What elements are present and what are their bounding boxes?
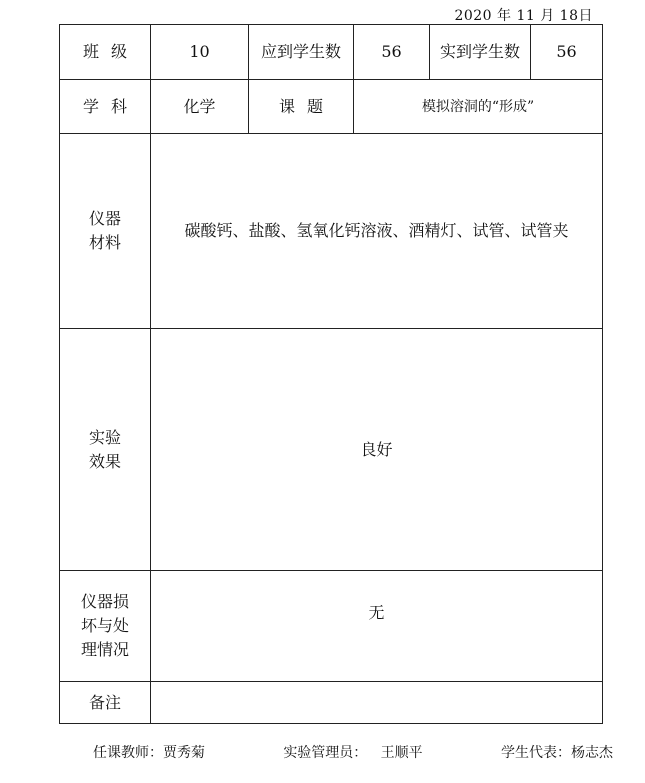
effect-label-line-1: 实验 xyxy=(88,427,121,447)
materials-label-line-2: 材料 xyxy=(88,233,121,252)
materials-row xyxy=(60,134,603,329)
actual-students-label: 实到学生数 xyxy=(430,25,531,80)
class-label: 班级 xyxy=(60,25,151,80)
subject-row xyxy=(60,80,603,134)
lab-manager-name: 王顺平 xyxy=(380,745,423,761)
signature-footer xyxy=(93,742,613,762)
materials-label xyxy=(60,134,151,329)
topic-value: 模拟溶洞的“形成” xyxy=(354,80,603,134)
notes-row xyxy=(60,682,603,724)
damage-label xyxy=(60,571,151,682)
damage-value: 无 xyxy=(151,571,603,682)
topic-label: 课题 xyxy=(249,80,354,134)
effect-label-line-2: 效果 xyxy=(88,451,121,471)
materials-value: 碳酸钙、盐酸、氢氧化钙溶液、酒精灯、试管、试管夹 xyxy=(151,134,603,329)
damage-label-line-2: 坏与处 xyxy=(80,616,129,635)
notes-label: 备注 xyxy=(60,682,151,724)
subject-value: 化学 xyxy=(151,80,249,134)
student-rep-label: 学生代表： xyxy=(500,745,571,761)
effect-label xyxy=(60,329,151,571)
expected-students-value: 56 xyxy=(354,25,430,80)
lab-manager-label: 实验管理员： xyxy=(283,745,368,761)
lab-manager-signature xyxy=(283,742,422,762)
experiment-record-table xyxy=(59,24,603,724)
record-date: 2020 年 11 月 18日 xyxy=(454,8,593,24)
materials-label-line-1: 仪器 xyxy=(88,209,121,228)
effect-row xyxy=(60,329,603,571)
student-rep-name: 杨志杰 xyxy=(570,745,613,761)
damage-row xyxy=(60,571,603,682)
subject-label: 学科 xyxy=(60,80,151,134)
damage-label-line-3: 理情况 xyxy=(80,640,129,659)
teacher-name: 贾秀菊 xyxy=(163,745,205,761)
teacher-signature xyxy=(93,742,205,762)
class-row xyxy=(60,25,603,80)
student-rep-signature xyxy=(501,742,613,762)
teacher-label: 任课教师： xyxy=(93,745,163,761)
notes-value xyxy=(151,682,603,724)
expected-students-label: 应到学生数 xyxy=(249,25,354,80)
class-value: 10 xyxy=(151,25,249,80)
actual-students-value: 56 xyxy=(531,25,603,80)
damage-label-line-1: 仪器损 xyxy=(80,592,129,611)
effect-value: 良好 xyxy=(151,329,603,571)
